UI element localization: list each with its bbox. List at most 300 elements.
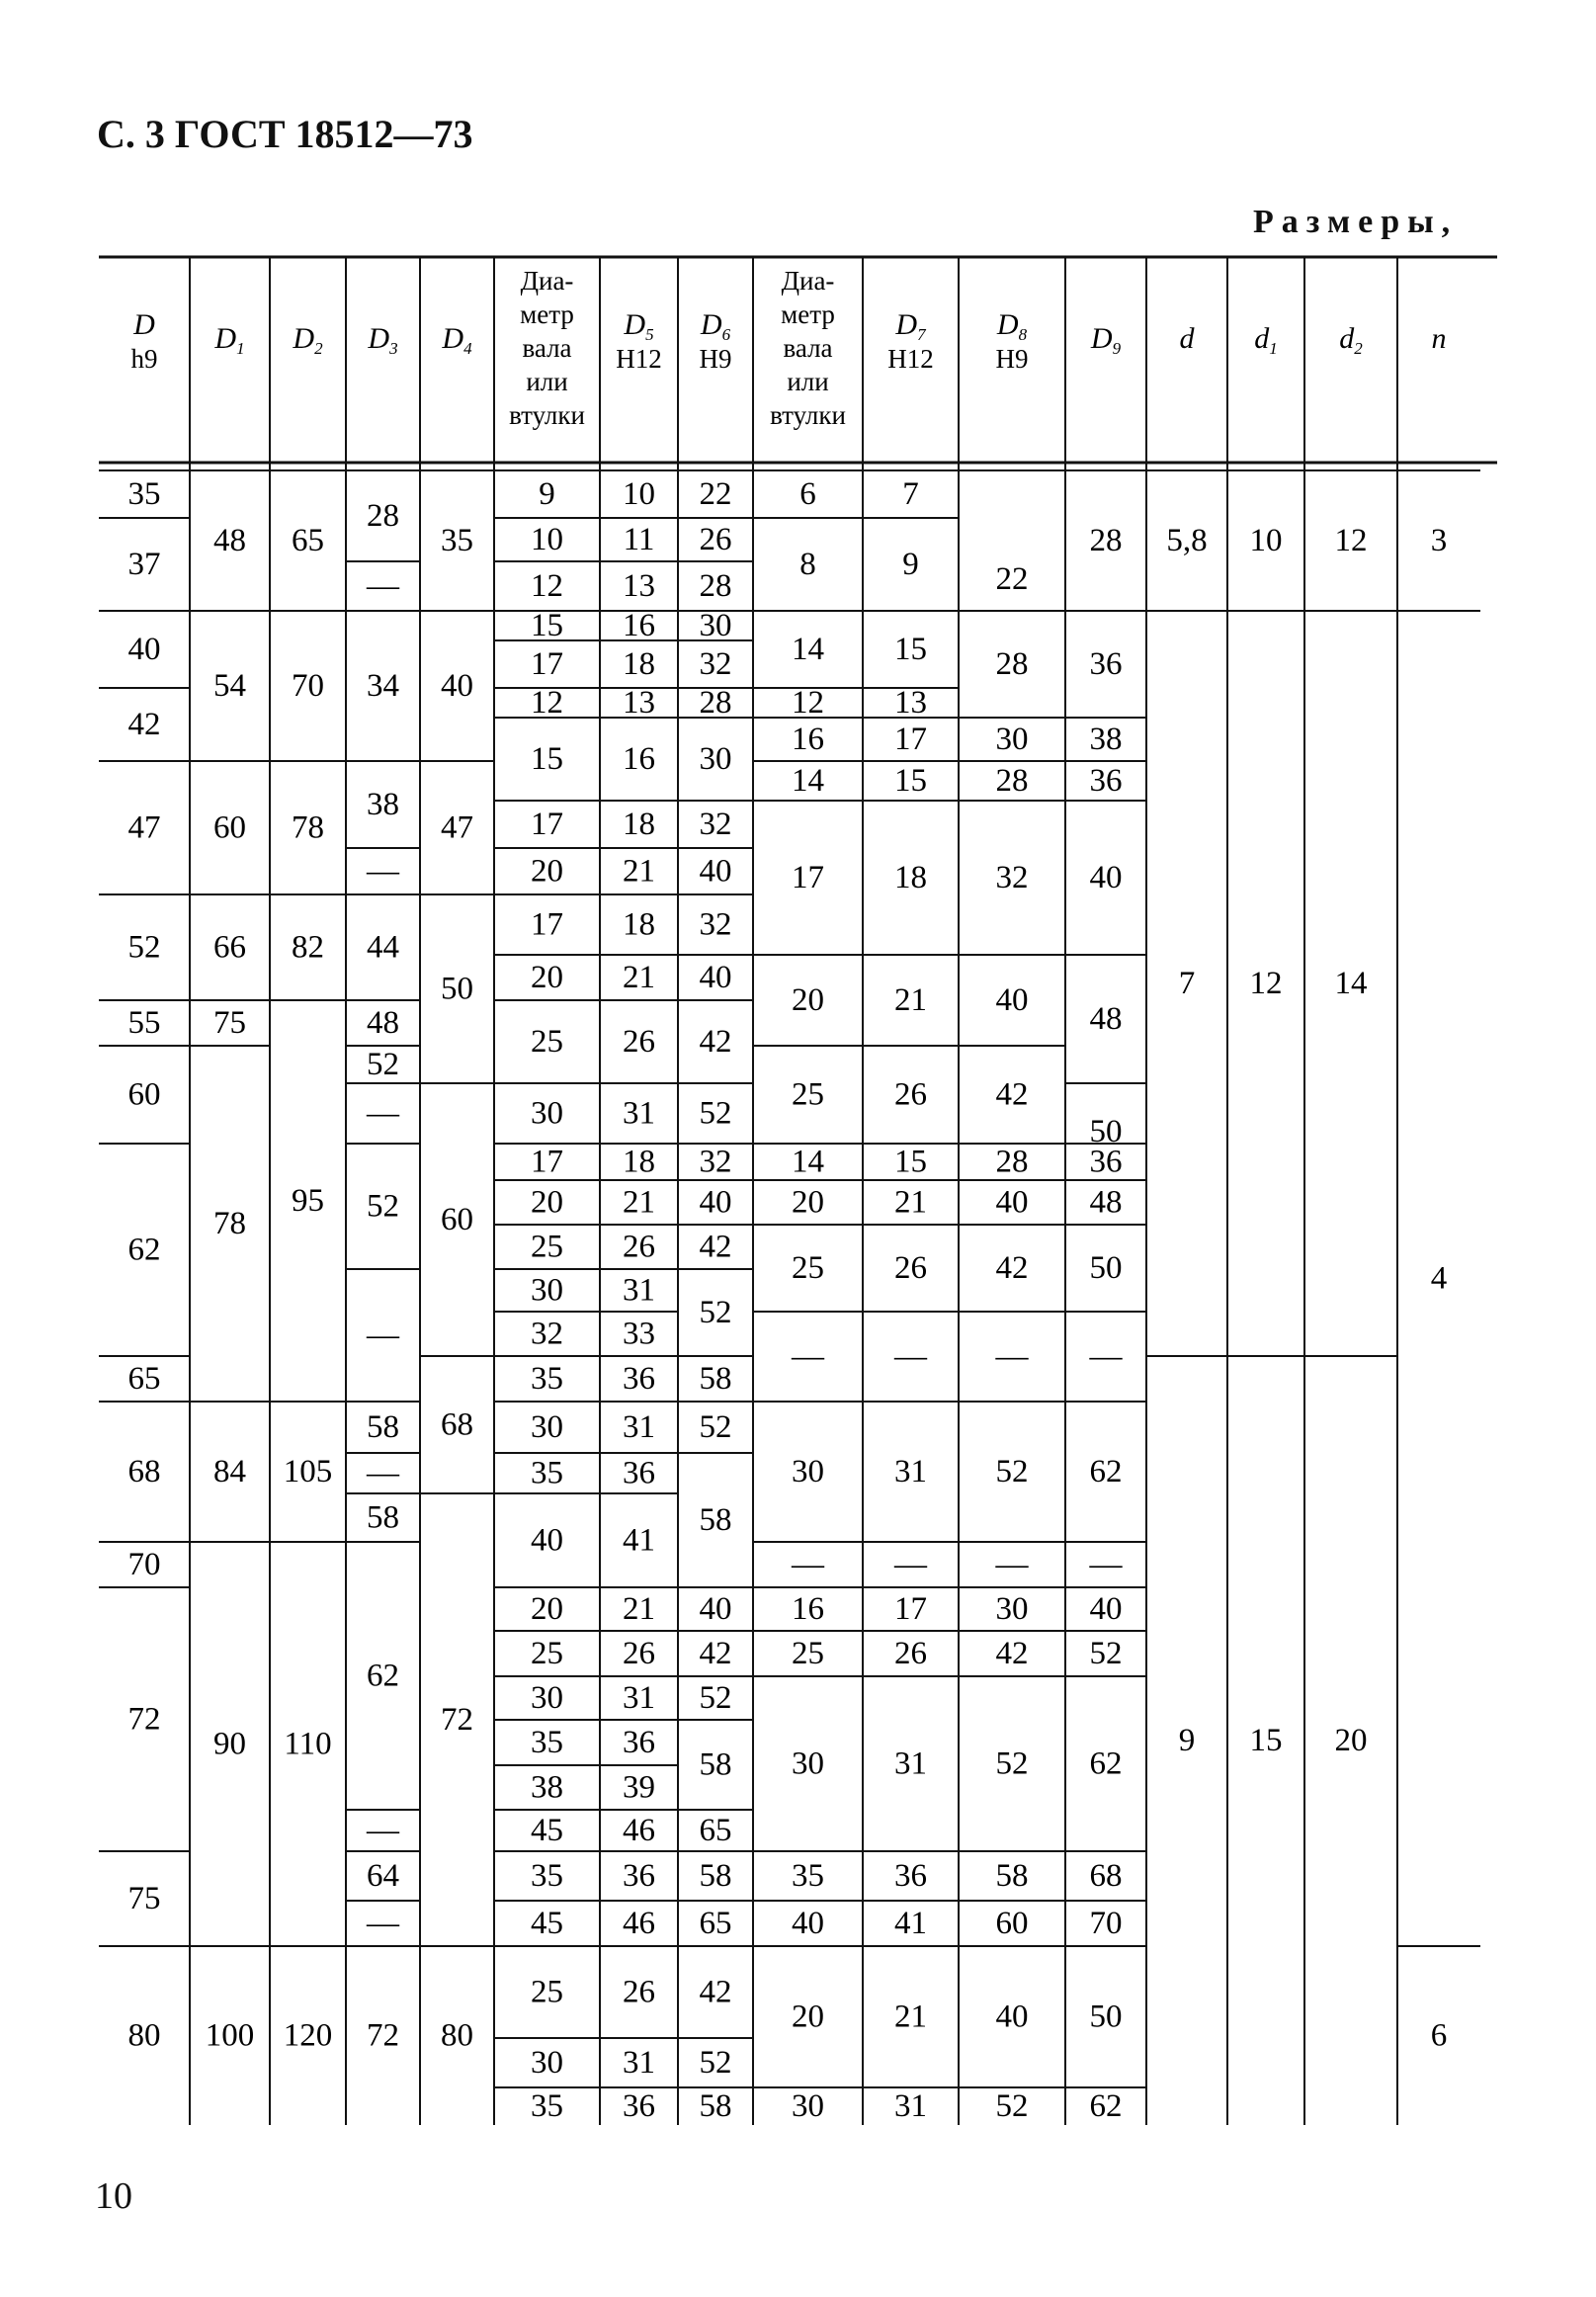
table-cell: 78 — [292, 809, 324, 846]
table-cell: 58 — [699, 2088, 732, 2124]
table-cell: 72 — [441, 1702, 473, 1738]
table-cell: 26 — [894, 1636, 927, 1671]
column-header-label: Диа- — [781, 266, 835, 296]
table-cell: 14 — [1334, 966, 1368, 1001]
table-cell: 42 — [127, 707, 161, 742]
column-header-symbol-text: D — [293, 322, 315, 355]
table-cell: 55 — [127, 1005, 161, 1041]
table-cell: 28 — [995, 763, 1029, 799]
table-cell: 36 — [1089, 646, 1123, 682]
table-cell: 20 — [531, 960, 563, 995]
table-cell: — — [367, 568, 399, 604]
column-header-symbol-text: D — [624, 308, 646, 341]
table-cell: 21 — [623, 1591, 655, 1627]
table-cell: 40 — [441, 668, 473, 704]
table-cell: 18 — [623, 906, 655, 943]
table-cell: 16 — [792, 722, 824, 757]
table-cell: 120 — [283, 2017, 333, 2054]
table-cell: 68 — [127, 1454, 161, 1489]
table-cell: 21 — [623, 1184, 655, 1221]
table-cell: 9 — [539, 476, 555, 512]
table-cell: — — [367, 1813, 399, 1848]
column-header-symbol-text: n — [1431, 322, 1447, 355]
table-cell: 20 — [531, 1591, 563, 1627]
column-header-subscript: 7 — [917, 325, 926, 344]
table-cell: 58 — [995, 1858, 1029, 1894]
table-cell: 21 — [894, 1999, 927, 2035]
column-header-symbol — [1254, 322, 1278, 358]
table-cell: — — [367, 1318, 399, 1353]
table-cell: 75 — [127, 1881, 161, 1916]
table-cell: 52 — [367, 1047, 399, 1082]
table-cell: 35 — [127, 476, 161, 512]
table-cell: 105 — [283, 1454, 333, 1489]
table-cell: 48 — [1089, 1001, 1123, 1037]
table-cell: 6 — [1430, 2017, 1448, 2054]
table-cell: — — [1089, 1547, 1123, 1582]
table-cell: 15 — [894, 1144, 927, 1180]
table-cell: 31 — [894, 1745, 927, 1782]
table-cell: 4 — [1430, 1260, 1448, 1297]
table-cell: 42 — [699, 1974, 732, 2010]
table-cell: 26 — [623, 1024, 655, 1060]
table-cell: 52 — [995, 2088, 1029, 2124]
column-header-tolerance: H12 — [616, 344, 662, 374]
table-cell: 110 — [284, 1726, 332, 1762]
table-cell: 13 — [894, 685, 927, 721]
table-cell: 40 — [699, 1591, 732, 1627]
table-cell: 58 — [367, 1499, 399, 1536]
table-cell: 35 — [531, 2088, 563, 2124]
table-cell: — — [792, 1547, 824, 1582]
table-cell: 16 — [623, 608, 655, 643]
table-cell: 36 — [1089, 763, 1123, 799]
table-cell: 25 — [531, 1024, 563, 1060]
table-cell: 26 — [623, 1636, 655, 1671]
table-cell: 9 — [1178, 1723, 1196, 1758]
table-cell: 17 — [531, 1144, 563, 1180]
table-cell: 32 — [531, 1316, 563, 1352]
table-cell: 28 — [367, 498, 399, 534]
table-cell: 17 — [531, 906, 563, 943]
column-header-symbol — [441, 322, 472, 358]
table-cell: 5,8 — [1166, 523, 1208, 558]
table-cell: 20 — [531, 1184, 563, 1221]
table-cell: 12 — [1249, 966, 1283, 1001]
table-cell: 31 — [894, 1454, 927, 1489]
column-header-label: или — [787, 367, 829, 396]
table-cell: 10 — [531, 522, 563, 557]
table-cell: 78 — [213, 1206, 246, 1241]
table-cell: 15 — [894, 632, 927, 667]
table-cell: 42 — [699, 1229, 732, 1265]
table-cell: 31 — [623, 2045, 655, 2081]
table-cell: 31 — [623, 1095, 655, 1132]
table-cell: 36 — [623, 1725, 655, 1760]
column-header-subscript: 2 — [1354, 339, 1363, 358]
table-cell: 35 — [531, 1725, 563, 1760]
table-cell: 80 — [127, 2017, 161, 2054]
table-cell: 40 — [1089, 1591, 1123, 1627]
table-cell: 30 — [531, 1272, 563, 1309]
table-cell: 12 — [531, 685, 563, 721]
table-cell: 58 — [699, 1361, 732, 1397]
table-cell: 20 — [531, 853, 563, 890]
table-cell: 62 — [367, 1658, 399, 1694]
column-header-symbol — [213, 322, 244, 358]
table-cell: 72 — [127, 1701, 161, 1738]
table-cell: 26 — [894, 1076, 927, 1113]
column-header-label: метр — [520, 299, 574, 329]
table-cell: 58 — [699, 1746, 732, 1783]
table-cell: — — [367, 1455, 399, 1491]
table-cell: 6 — [799, 476, 816, 512]
table-cell: 52 — [1089, 1636, 1123, 1671]
table-cell: 32 — [995, 860, 1029, 895]
table-cell: 26 — [623, 1229, 655, 1265]
table-cell: 15 — [894, 763, 927, 799]
column-header-subscript: 1 — [236, 339, 245, 358]
table-cell: 36 — [894, 1858, 927, 1894]
table-cell: 12 — [531, 568, 563, 604]
table-cell: 45 — [531, 1813, 563, 1848]
column-header-symbol — [894, 308, 927, 344]
table-cell: 60 — [213, 809, 246, 846]
table-cell: 10 — [1249, 523, 1283, 558]
table-cell: 20 — [792, 982, 824, 1018]
table-cell: 12 — [1334, 523, 1368, 558]
table-cell: 62 — [1089, 2088, 1123, 2124]
column-header-symbol-text: d — [1339, 322, 1355, 355]
table-cell: 32 — [699, 1144, 732, 1180]
column-header-symbol-text: d — [1254, 322, 1270, 355]
column-header-label: метр — [781, 299, 835, 329]
table-cell: 30 — [995, 1591, 1029, 1627]
table-cell: 13 — [623, 685, 655, 721]
table-cell: 66 — [213, 929, 246, 966]
table-cell: 40 — [1089, 860, 1123, 895]
column-header-symbol — [1339, 322, 1363, 358]
table-cell: 62 — [1089, 1745, 1123, 1782]
column-header-symbol-text: d — [1179, 322, 1195, 355]
table-cell: 62 — [127, 1232, 161, 1268]
table-cell: 42 — [995, 1250, 1029, 1286]
column-header-symbol-text: D — [133, 308, 155, 341]
table-cell: 34 — [367, 668, 399, 704]
table-cell: 28 — [1089, 523, 1123, 558]
column-header-symbol-text: D — [895, 308, 918, 341]
table-cell: 30 — [699, 608, 732, 643]
table-cell: 42 — [699, 1636, 732, 1671]
column-header-symbol — [132, 308, 155, 341]
table-cell: 52 — [699, 1295, 732, 1330]
table-cell: 52 — [699, 1409, 732, 1445]
table-cell: — — [894, 1338, 927, 1375]
table-cell: 30 — [995, 722, 1029, 757]
table-cell: 7 — [1178, 966, 1196, 1001]
column-header-subscript: 8 — [1018, 325, 1028, 344]
table-cell: 10 — [623, 476, 655, 512]
table-cell: 58 — [699, 1858, 732, 1894]
table-cell: 21 — [623, 960, 655, 995]
table-cell: 36 — [1089, 1144, 1123, 1180]
column-header-label: вала — [522, 333, 572, 363]
column-header-label: втулки — [770, 400, 846, 430]
table-cell: 15 — [531, 741, 563, 777]
table-cell: 40 — [699, 960, 732, 995]
table-cell: — — [894, 1547, 927, 1582]
table-cell: 48 — [1089, 1184, 1123, 1221]
column-header-label: или — [526, 367, 568, 396]
column-header-subscript: 2 — [314, 339, 323, 358]
table-cell: 60 — [441, 1202, 473, 1237]
table-cell: 60 — [995, 1906, 1029, 1941]
table-cell: 21 — [623, 853, 655, 890]
table-cell: 40 — [699, 853, 732, 890]
column-header-subscript: 9 — [1112, 339, 1122, 358]
table-cell: 36 — [623, 1858, 655, 1894]
column-header-label: Диа- — [520, 266, 574, 296]
table-cell: 42 — [699, 1024, 732, 1060]
table-cell: 42 — [995, 1076, 1029, 1113]
column-header-subscript: 4 — [463, 339, 472, 358]
table-cell: 40 — [792, 1906, 824, 1941]
table-cell: 58 — [367, 1409, 399, 1445]
table-cell: 17 — [894, 1591, 927, 1627]
table-cell: 37 — [127, 547, 161, 582]
table-cell: 12 — [792, 685, 824, 721]
page-number: 10 — [95, 2175, 132, 2217]
column-header-subscript: 5 — [645, 325, 654, 344]
column-header-symbol — [623, 308, 653, 344]
page-title: С. 3 ГОСТ 18512—73 — [97, 112, 473, 156]
column-header-symbol — [700, 308, 731, 344]
table-cell: 39 — [623, 1769, 655, 1806]
column-header-tolerance: h9 — [130, 344, 158, 374]
table-cell: 26 — [699, 522, 732, 557]
table-cell: 70 — [1089, 1906, 1123, 1941]
table-cell: 30 — [531, 1095, 563, 1132]
table-cell: 42 — [995, 1636, 1029, 1671]
table-cell: 32 — [699, 906, 732, 943]
table-cell: 84 — [213, 1454, 246, 1489]
table-cell: 18 — [623, 1144, 655, 1180]
column-header-symbol-text: D — [700, 308, 722, 341]
table-cell: 22 — [995, 561, 1029, 597]
column-header-symbol-text: D — [1090, 322, 1113, 355]
table-cell: 68 — [441, 1406, 473, 1443]
table-cell: 28 — [699, 685, 732, 721]
table-cell: 48 — [213, 523, 246, 558]
table-cell: 64 — [367, 1858, 399, 1894]
table-cell: 14 — [792, 763, 824, 799]
table-cell: 25 — [531, 1636, 563, 1671]
column-header-label: вала — [783, 333, 833, 363]
table-cell: 17 — [894, 722, 927, 757]
column-header-symbol — [292, 322, 323, 358]
table-cell: 21 — [894, 982, 927, 1018]
table-cell: 17 — [531, 646, 563, 682]
table-cell: 14 — [792, 632, 824, 667]
table-cell: 65 — [127, 1361, 161, 1397]
table-cell: 38 — [1089, 722, 1123, 757]
table-cell: 36 — [623, 1455, 655, 1491]
table-cell: 82 — [292, 929, 324, 966]
table-cell: 100 — [205, 2017, 255, 2054]
table-cell: 40 — [699, 1184, 732, 1221]
table-cell: 80 — [441, 2017, 473, 2054]
table-cell: 65 — [292, 523, 324, 558]
table-cell: 41 — [894, 1906, 927, 1941]
table-cell: 26 — [623, 1974, 655, 2010]
table-cell: 16 — [792, 1591, 824, 1627]
table-cell: 52 — [995, 1745, 1029, 1782]
table-cell: 72 — [367, 2017, 399, 2054]
table-cell: 32 — [699, 807, 732, 842]
table-cell: 25 — [531, 1974, 563, 2010]
table-cell: 11 — [623, 522, 655, 557]
table-cell: 30 — [699, 741, 732, 777]
table-cell: 36 — [623, 2088, 655, 2124]
table-cell: 28 — [995, 646, 1029, 682]
table-cell: 70 — [292, 668, 324, 704]
column-header-symbol-text: D — [996, 308, 1019, 341]
table-cell: 8 — [799, 547, 816, 582]
table-cell: 14 — [792, 1144, 824, 1180]
table-cell: 90 — [213, 1726, 246, 1762]
table-cell: 40 — [995, 982, 1029, 1018]
table-cell: 17 — [531, 807, 563, 842]
table-cell: 17 — [792, 860, 824, 895]
column-header-symbol-text: D — [442, 322, 464, 355]
table-cell: 20 — [792, 1184, 824, 1221]
table-cell: 18 — [623, 807, 655, 842]
table-cell: 30 — [792, 2088, 824, 2124]
column-header-label: втулки — [509, 400, 585, 430]
table-cell: 47 — [441, 809, 473, 846]
table-cell: 9 — [902, 547, 919, 582]
table-cell: 52 — [995, 1454, 1029, 1489]
table-cell: 50 — [1089, 1250, 1123, 1286]
table-cell: 20 — [792, 1999, 824, 2035]
table-cell: 31 — [894, 2088, 927, 2124]
table-cell: 18 — [623, 646, 655, 682]
table-cell: 40 — [995, 1999, 1029, 2035]
column-header-symbol-text: D — [214, 322, 237, 355]
table-cell: 18 — [894, 860, 927, 895]
table-cell: 44 — [367, 929, 399, 966]
table-cell: 26 — [894, 1250, 927, 1286]
table-cell: 36 — [623, 1361, 655, 1397]
table-cell: 31 — [623, 1680, 655, 1716]
table-cell: 25 — [792, 1076, 824, 1113]
table-cell: 13 — [623, 568, 655, 604]
table-cell: 16 — [623, 741, 655, 777]
column-header-tolerance: H9 — [699, 344, 732, 374]
table-cell: 45 — [531, 1906, 563, 1941]
table-cell: — — [367, 853, 399, 890]
column-header-symbol — [1090, 322, 1122, 358]
table-cell: 28 — [995, 1144, 1029, 1180]
table-cell: — — [995, 1338, 1029, 1375]
table-cell: 30 — [531, 1409, 563, 1445]
table-cell: 15 — [531, 608, 563, 643]
table-cell: 65 — [699, 1813, 732, 1848]
table-cell: 35 — [441, 523, 473, 558]
table-cell: 33 — [623, 1316, 655, 1352]
column-header-tolerance: H9 — [995, 344, 1029, 374]
table-cell: 30 — [531, 1680, 563, 1716]
table-cell: 32 — [699, 646, 732, 682]
table-cell: 68 — [1089, 1858, 1123, 1894]
table-cell: 40 — [995, 1184, 1029, 1221]
column-header-symbol-text: D — [368, 322, 390, 355]
table-cell: 52 — [367, 1188, 399, 1225]
table-cell: 38 — [367, 787, 399, 822]
table-cell: — — [367, 1095, 399, 1132]
table-cell: 35 — [531, 1455, 563, 1491]
column-header-symbol — [1432, 322, 1447, 355]
units-caption: Размеры, — [1253, 204, 1459, 240]
table-cell: 60 — [127, 1076, 161, 1113]
table-cell: 52 — [699, 1095, 732, 1132]
table-cell: 30 — [531, 2045, 563, 2081]
table-cell: 40 — [127, 632, 161, 667]
table-cell: 25 — [531, 1229, 563, 1265]
table-cell: 95 — [292, 1183, 324, 1219]
table-cell: 25 — [792, 1250, 824, 1286]
table-cell: 31 — [623, 1409, 655, 1445]
table-cell: 3 — [1430, 523, 1448, 558]
table-cell: — — [995, 1547, 1029, 1582]
table-cell: 30 — [792, 1745, 824, 1782]
table-cell: 46 — [623, 1906, 655, 1941]
table-cell: 21 — [894, 1184, 927, 1221]
table-cell: 20 — [1334, 1723, 1368, 1758]
table-cell: 58 — [699, 1502, 732, 1538]
table-cell: 52 — [127, 929, 161, 966]
table-cell: 25 — [792, 1636, 824, 1671]
table-cell: 41 — [623, 1522, 655, 1559]
table-cell: 50 — [441, 971, 473, 1007]
table-cell: 46 — [623, 1813, 655, 1848]
table-cell: 7 — [902, 476, 919, 512]
table-cell: 62 — [1089, 1454, 1123, 1489]
table-cell: 52 — [699, 2045, 732, 2081]
column-header-subscript: 3 — [389, 339, 398, 358]
column-header-symbol — [367, 322, 397, 358]
table-cell: 47 — [127, 809, 161, 846]
table-cell: 30 — [792, 1454, 824, 1489]
table-cell: 75 — [213, 1005, 246, 1041]
column-header-subscript: 1 — [1269, 339, 1278, 358]
table-cell: 22 — [699, 476, 732, 512]
table-cell: 50 — [1089, 1999, 1123, 2035]
column-header-subscript: 6 — [721, 325, 731, 344]
table-cell: 50 — [1089, 1114, 1123, 1149]
column-header-symbol — [996, 308, 1028, 344]
table-cell: — — [1089, 1338, 1123, 1375]
table-cell: — — [367, 1906, 399, 1941]
table-cell: 38 — [531, 1769, 563, 1806]
table-cell: 40 — [531, 1522, 563, 1559]
column-header-tolerance: H12 — [887, 344, 934, 374]
column-header-symbol — [1180, 322, 1196, 355]
table-cell: 31 — [623, 1272, 655, 1309]
table-cell: 35 — [531, 1361, 563, 1397]
table-cell: — — [792, 1338, 824, 1375]
table-cell: 28 — [699, 568, 732, 604]
